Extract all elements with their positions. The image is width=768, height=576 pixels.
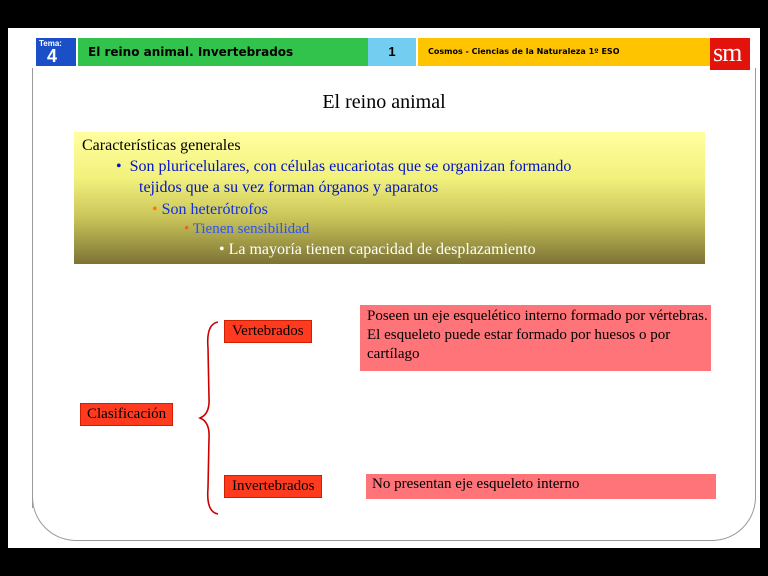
characteristic-1: [116, 158, 571, 176]
characteristic-2-text: Son heterótrofos: [161, 201, 268, 218]
publisher-logo: [710, 38, 750, 70]
characteristic-4: [219, 241, 536, 259]
characteristic-3-text: Tienen sensibilidad: [192, 221, 310, 237]
vertebrates-label: Vertebrados: [224, 320, 312, 343]
unit-title-bar: [78, 38, 368, 66]
unit-title: El reino animal. Invertebrados: [88, 45, 294, 59]
slide-frame-left: [32, 68, 33, 508]
slide-title: El reino animal: [322, 91, 446, 113]
slide: [8, 28, 760, 548]
vertebrates-description: Poseen un eje esquelético interno formado por vértebras. El esqueleto puede estar formado por huesos o por cartílago: [360, 305, 711, 371]
invertebrates-label: Invertebrados: [224, 475, 322, 498]
characteristics-box: [74, 132, 705, 264]
book-title: Cosmos - Ciencias de la Naturaleza 1º ESO: [428, 47, 620, 56]
logo-text: sm: [713, 38, 742, 67]
characteristics-heading: Características generales: [82, 137, 241, 154]
tema-badge: [36, 38, 76, 66]
bullet-icon: •: [184, 221, 193, 237]
invertebrates-description: No presentan eje esqueleto interno: [366, 474, 716, 499]
characteristic-4-text: La mayoría tienen capacidad de desplazamiento: [228, 241, 536, 258]
tema-label: Tema:: [39, 39, 62, 48]
book-title-bar: [418, 38, 706, 66]
tema-number: 4: [47, 46, 58, 66]
characteristic-2: [152, 201, 268, 219]
bullet-icon: •: [219, 241, 229, 258]
characteristic-1-line-1: Son pluricelulares, con células eucariotas que se organizan formando: [129, 158, 572, 175]
page-number-box: [368, 38, 416, 66]
classification-root: Clasificación: [80, 403, 173, 426]
curly-brace-icon: [198, 318, 222, 518]
bullet-icon: •: [116, 158, 130, 175]
characteristic-1-line-2: tejidos que a su vez forman órganos y aparatos: [139, 179, 439, 196]
bullet-icon: •: [152, 201, 162, 218]
characteristic-3: [184, 221, 309, 238]
page-number: 1: [388, 44, 396, 59]
